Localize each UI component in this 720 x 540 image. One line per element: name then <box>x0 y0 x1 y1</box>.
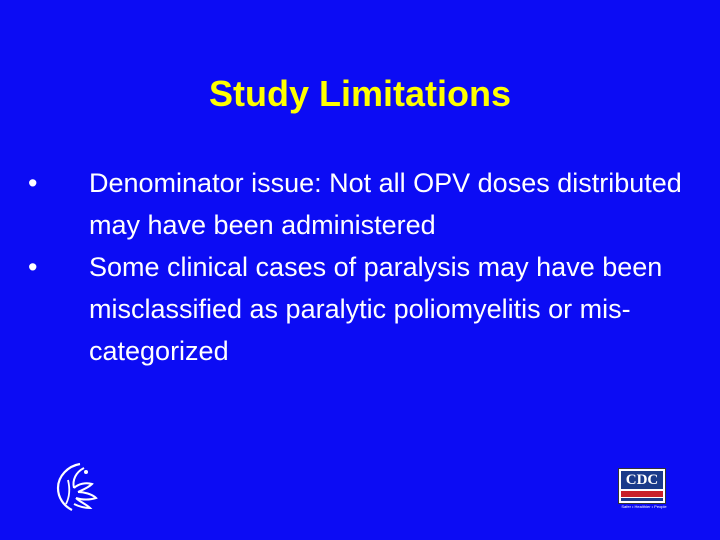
bullet-list <box>28 162 708 372</box>
hhs-eagle-icon <box>50 458 106 514</box>
cdc-logo-box <box>618 468 666 504</box>
cdc-logo-text: CDC <box>621 471 663 489</box>
bullet-marker: • <box>28 168 38 198</box>
cdc-logo-blue-band <box>621 498 663 501</box>
bullet-item-denominator <box>28 162 708 246</box>
slide-title: Study Limitations <box>208 73 511 114</box>
bullet-text: Some clinical cases of paralysis may have been misclassified as paralytic poliomyelitis or mis-categorized <box>89 252 663 366</box>
bullet-text: Denominator issue: Not all OPV doses distributed may have been administered <box>89 168 682 240</box>
cdc-logo <box>606 468 682 512</box>
cdc-logo-red-band <box>621 491 663 497</box>
cdc-logo-tagline: Safer • Healthier • People <box>621 504 667 509</box>
bullet-item-misclassification <box>28 246 708 372</box>
bullet-marker: • <box>28 252 38 282</box>
